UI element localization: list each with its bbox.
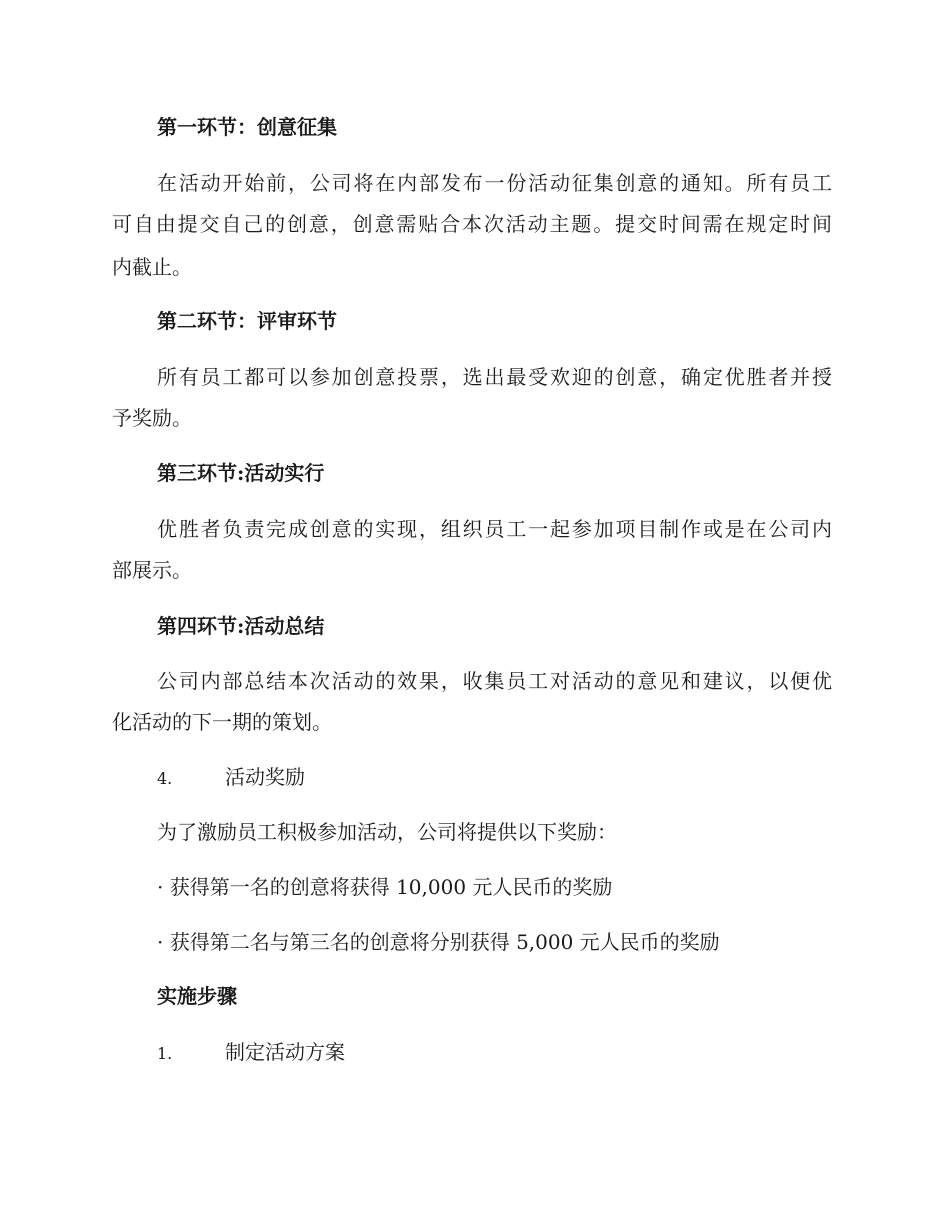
implementation-heading: 实施步骤 (157, 984, 237, 1008)
rewards-intro: 为了激励员工积极参加活动，公司将提供以下奖励： (157, 820, 617, 844)
implementation-step-1 (157, 1039, 877, 1067)
reward-item-1: · 获得第一名的创意将获得 10,000 元人民币的奖励 (157, 875, 613, 899)
implementation-step-1-number: 1. (157, 1044, 173, 1063)
section-heading-4: 第四环节:活动总结 (157, 614, 325, 638)
section-2-paragraph-line-1: 所有员工都可以参加创意投票，选出最受欢迎的创意，确定优胜者并授 (157, 365, 832, 389)
section-heading-1: 第一环节：创意征集 (157, 115, 337, 139)
section-heading-3: 第三环节:活动实行 (157, 461, 325, 485)
reward-item-2: · 获得第二名与第三名的创意将分别获得 5,000 元人民币的奖励 (157, 930, 720, 954)
section-3-paragraph-line-2: 部展示。 (112, 558, 192, 582)
section-1-paragraph-line-1: 在活动开始前，公司将在内部发布一份活动征集创意的通知。所有员工 (157, 171, 832, 195)
section-1-paragraph-line-3: 内截止。 (112, 255, 192, 279)
rewards-heading (157, 764, 877, 792)
section-4-paragraph-line-1: 公司内部总结本次活动的效果，收集员工对活动的意见和建议，以便优 (157, 669, 832, 693)
section-2-paragraph-line-2: 予奖励。 (112, 406, 192, 430)
rewards-title: 活动奖励 (225, 765, 305, 789)
implementation-step-1-title: 制定活动方案 (225, 1040, 345, 1064)
section-3-paragraph-line-1: 优胜者负责完成创意的实现，组织员工一起参加项目制作或是在公司内 (157, 517, 832, 541)
rewards-number: 4. (157, 769, 173, 788)
section-4-paragraph-line-2: 化活动的下一期的策划。 (112, 710, 332, 734)
section-heading-2: 第二环节：评审环节 (157, 309, 337, 333)
section-1-paragraph-line-2: 可自由提交自己的创意，创意需贴合本次活动主题。提交时间需在规定时间 (112, 212, 832, 236)
